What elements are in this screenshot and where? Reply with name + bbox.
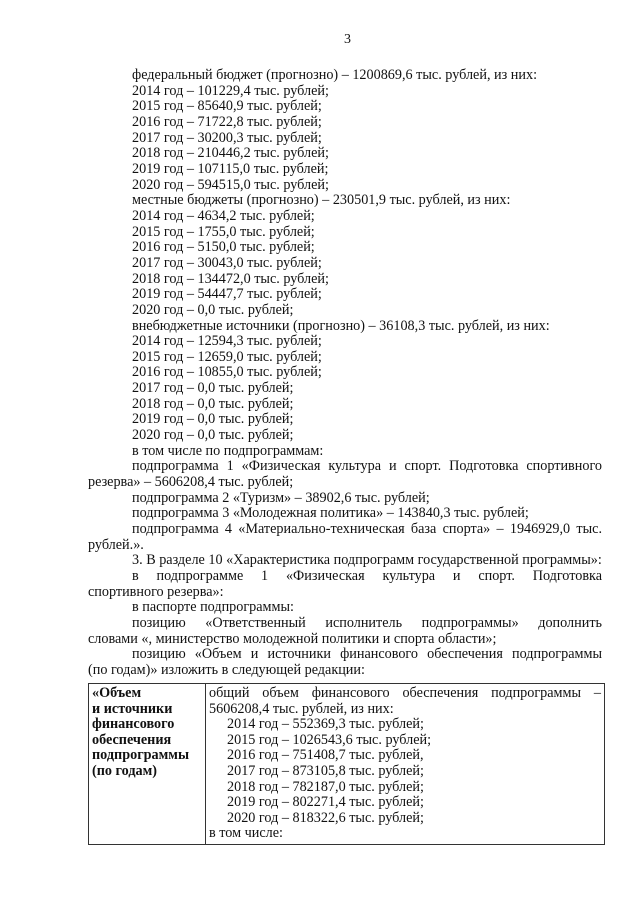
table-header-cell [89,684,206,845]
paragraph-in-subprogram-cont: спортивного резерва»: [88,583,224,600]
funding-line: 2015 год – 12659,0 тыс. рублей; [132,348,322,365]
funding-line: федеральный бюджет (прогнозно) – 1200869,6 тыс. рублей, из них: [132,67,538,83]
paragraph-subprogram-2: подпрограмма 2 «Туризм» – 38902,6 тыс. рублей; [132,489,430,506]
table-years [209,717,601,826]
funding-line: местные бюджеты (прогнозно) – 230501,9 тыс. рублей, из них: [132,192,511,209]
funding-line: 2020 год – 0,0 тыс. рублей; [132,427,294,444]
table-year-row: 2015 год – 1026543,6 тыс. рублей; [227,731,432,748]
paragraph-subprogram-3: подпрограмма 3 «Молодежная политика» – 143840,3 тыс. рублей; [132,505,529,522]
funding-line: в том числе по подпрограммам: [132,442,324,459]
table-header-line: финансового [92,716,175,733]
table-year-row: 2018 год – 782187,0 тыс. рублей; [227,778,424,795]
table-year-row: 2016 год – 751408,7 тыс. рублей, [227,747,424,764]
funding-line: 2018 год – 0,0 тыс. рублей; [132,395,294,412]
page-number: 3 [344,32,351,47]
table-header-line: подпрограммы [92,747,190,764]
table-year-row: 2019 год – 802271,4 тыс. рублей; [227,794,424,811]
funding-line: 2015 год – 85640,9 тыс. рублей; [132,98,322,115]
funding-line: 2019 год – 0,0 тыс. рублей; [132,411,294,428]
funding-line: 2019 год – 54447,7 тыс. рублей; [132,286,322,303]
funding-line: 2018 год – 134472,0 тыс. рублей; [132,270,329,287]
table-header-line: (по годам) [92,762,157,779]
funding-line: 2016 год – 5150,0 тыс. рублей; [132,239,315,256]
paragraph-subprogram-4: подпрограмма 4 «Материально-техническая база спорта» – 1946929,0 тыс. [132,521,602,538]
document-body [88,68,602,679]
table-header-line: обеспечения [92,731,172,748]
paragraph-passport: в паспорте подпрограммы: [132,599,294,616]
paragraph-subprogram-1-cont: резерва» – 5606208,4 тыс. рублей; [88,474,294,491]
paragraph-responsible-cont: словами «, министерство молодежной политики и спорта области»; [88,630,497,647]
table-footer: в том числе: [209,825,283,842]
funding-line: 2017 год – 30043,0 тыс. рублей; [132,254,322,271]
table-header-line: «Объем [92,685,142,701]
table-total-cont: 5606208,4 тыс. рублей, из них: [209,700,394,717]
table-value-cell [206,684,605,845]
table-year-row: 2017 год – 873105,8 тыс. рублей; [227,762,424,779]
funding-line: 2014 год – 101229,4 тыс. рублей; [132,82,329,99]
paragraph-subprogram-4-cont: рублей.». [88,536,144,553]
paragraph-in-subprogram: в подпрограмме 1 «Физическая культура и спорт. Подготовка [132,568,602,584]
funding-line: 2020 год – 0,0 тыс. рублей; [132,301,294,318]
funding-line: 2017 год – 0,0 тыс. рублей; [132,380,294,397]
table-total: общий объем финансового обеспечения подпрограммы – [209,685,601,701]
funding-line: 2018 год – 210446,2 тыс. рублей; [132,145,329,162]
funding-line: 2019 год – 107115,0 тыс. рублей; [132,160,329,177]
funding-line: 2020 год – 594515,0 тыс. рублей; [132,176,329,193]
funding-line: 2014 год – 4634,2 тыс. рублей; [132,207,315,224]
funding-line: 2017 год – 30200,3 тыс. рублей; [132,129,322,146]
paragraph-subprogram-1: подпрограмма 1 «Физическая культура и спорт. Подготовка спортивного [132,458,602,475]
table-year-row: 2014 год – 552369,3 тыс. рублей; [227,716,424,733]
funding-line: 2014 год – 12594,3 тыс. рублей; [132,333,322,350]
paragraph-section-10: 3. В разделе 10 «Характеристика подпрограмм государственной программы»: [132,552,602,569]
paragraph-responsible: позицию «Ответственный исполнитель подпрограммы» дополнить [132,614,602,631]
funding-table [88,683,605,845]
paragraph-volume: позицию «Объем и источники финансового обеспечения подпрограммы [132,646,602,663]
funding-line: внебюджетные источники (прогнозно) – 36108,3 тыс. рублей, из них: [132,317,550,334]
table-year-row: 2020 год – 818322,6 тыс. рублей; [227,809,424,826]
funding-line: 2016 год – 10855,0 тыс. рублей; [132,364,322,381]
funding-line: 2016 год – 71722,8 тыс. рублей; [132,113,322,130]
table-header-line: и источники [92,700,173,717]
funding-line: 2015 год – 1755,0 тыс. рублей; [132,223,315,240]
paragraph-volume-cont: (по годам)» изложить в следующей редакции: [88,661,365,678]
funding-lines [88,68,602,459]
